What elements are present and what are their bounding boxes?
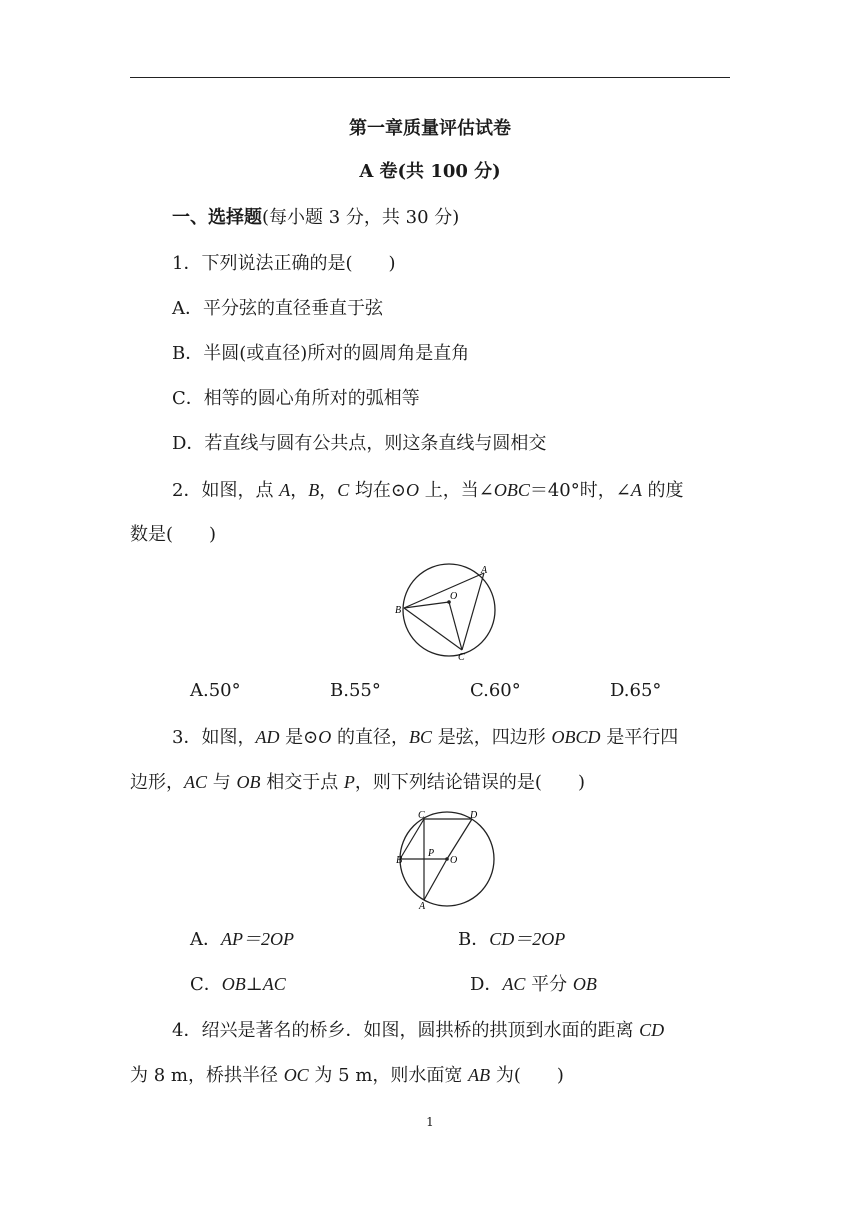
q1-stem: 1．下列说法正确的是( ) — [172, 253, 396, 274]
section-heading — [172, 206, 459, 230]
q3-label-p: P — [428, 848, 435, 859]
q2-stem-line2: 数是( ) — [130, 524, 217, 545]
q3-label-a: A — [419, 901, 426, 912]
header-rule — [130, 77, 730, 78]
q3-line-oa — [424, 859, 447, 900]
page-number: 1 — [426, 1115, 434, 1129]
q2-figure — [392, 560, 502, 665]
q3-option-d: D．AC 平分 OB — [470, 974, 597, 995]
section-title: 一、选择题 — [172, 207, 262, 228]
q3-label-d: D — [470, 810, 478, 821]
q3-center-dot — [445, 857, 449, 861]
q1-option-d: D．若直线与圆有公共点，则这条直线与圆相交 — [172, 433, 547, 454]
q2-label-o: O — [450, 591, 458, 602]
q4-stem-line2: 为 8 m，桥拱半径 OC 为 5 m，则水面宽 AB 为( ) — [130, 1065, 564, 1086]
q2-option-b: B.55° — [330, 680, 381, 701]
q2-label-a: A — [481, 565, 488, 576]
q1-option-b: B．半圆(或直径)所对的圆周角是直角 — [172, 343, 470, 364]
q3-figure — [392, 806, 502, 912]
q3-label-b: B — [396, 855, 403, 866]
q3-label-c: C — [418, 810, 425, 821]
page-subtitle: A 卷(共 100 分) — [359, 161, 501, 182]
q3-stem-line1: 3．如图，AD 是⊙O 的直径，BC 是弦，四边形 OBCD 是平行四 — [172, 727, 679, 748]
q1-option-a: A．平分弦的直径垂直于弦 — [172, 298, 383, 319]
section-note: (每小题 3 分，共 30 分) — [262, 207, 460, 228]
q2-label-c: C — [458, 652, 465, 663]
q3-option-c: C．OB⊥AC — [190, 974, 286, 995]
q2-option-d: D.65° — [610, 680, 662, 701]
q1-option-c: C．相等的圆心角所对的弧相等 — [172, 388, 420, 409]
q2-label-b: B — [395, 605, 402, 616]
page-title: 第一章质量评估试卷 — [349, 118, 511, 139]
q2-line-oc — [449, 602, 462, 650]
q2-circle — [403, 564, 495, 656]
q3-line-do — [447, 819, 472, 859]
q3-label-o: O — [450, 855, 458, 866]
q2-option-a: A.50° — [190, 680, 241, 701]
q3-option-b: B．CD＝2OP — [458, 929, 566, 950]
q2-stem-line1: 2．如图，点 A，B，C 均在⊙O 上，当∠OBC＝40°时，∠A 的度 — [172, 480, 684, 501]
q4-stem-line1: 4．绍兴是著名的桥乡．如图，圆拱桥的拱顶到水面的距离 CD — [172, 1020, 665, 1041]
q3-line-cb — [400, 819, 424, 859]
q3-option-a: A．AP＝2OP — [190, 929, 294, 950]
q2-line-ac — [462, 573, 484, 650]
q2-line-bc — [404, 608, 462, 650]
q2-option-c: C.60° — [470, 680, 521, 701]
q3-stem-line2: 边形，AC 与 OB 相交于点 P，则下列结论错误的是( ) — [130, 772, 585, 793]
